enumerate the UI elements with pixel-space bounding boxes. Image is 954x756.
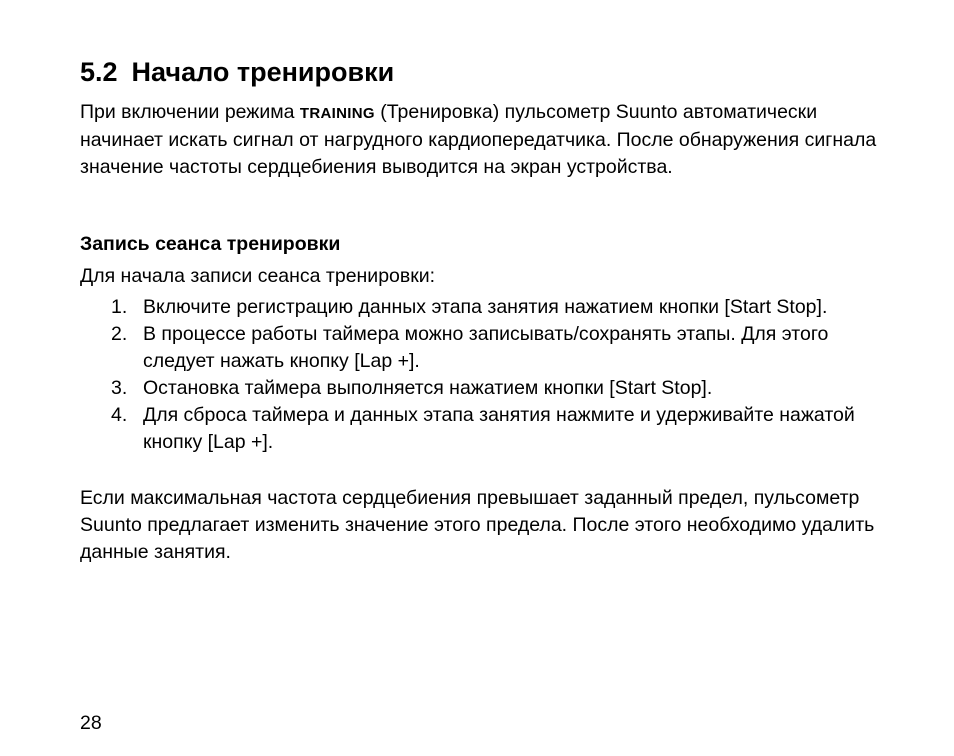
section-title	[80, 54, 394, 90]
intro-paragraph	[80, 99, 890, 181]
subsection-heading: Запись сеанса тренировки	[80, 233, 341, 255]
list-item-number: 4.	[111, 404, 128, 426]
list-item-text: В процессе работы таймера можно записывать/сохранять этапы. Для этого следует нажать кнопку [Lap +].	[143, 323, 829, 372]
section-title-text: Начало тренировки	[131, 57, 395, 87]
list-item-text: Включите регистрацию данных этапа занятия нажатием кнопки [Start Stop].	[143, 296, 828, 318]
page-number: 28	[80, 712, 102, 734]
list-item	[80, 294, 890, 321]
mode-name: TRAINING	[299, 105, 375, 122]
list-item	[80, 375, 890, 402]
list-item-number: 2.	[111, 323, 128, 345]
list-item	[80, 321, 890, 375]
intro-text-end: (Тренировка) пульсометр Suunto автоматически начинает искать сигнал от нагрудного кардиопередатчика. После обнаружения сигнала значение частоты сердцебиения выводится на экран устройства.	[80, 101, 877, 178]
steps-lead: Для начала записи сеанса тренировки:	[80, 265, 436, 287]
section-number: 5.2	[80, 57, 118, 87]
list-item-number: 1.	[111, 296, 128, 318]
list-item	[80, 402, 890, 456]
list-item-number: 3.	[111, 377, 128, 399]
intro-text-start: При включении режима	[80, 101, 300, 123]
list-item-text: Для сброса таймера и данных этапа занятия нажмите и удерживайте нажатой кнопку [Lap +].	[143, 404, 855, 453]
steps-list	[80, 294, 890, 456]
list-item-text: Остановка таймера выполняется нажатием кнопки [Start Stop].	[143, 377, 713, 399]
closing-paragraph: Если максимальная частота сердцебиения превышает заданный предел, пульсометр Suunto предлагает изменить значение этого предела. После этого необходимо удалить данные занятия.	[80, 487, 875, 563]
